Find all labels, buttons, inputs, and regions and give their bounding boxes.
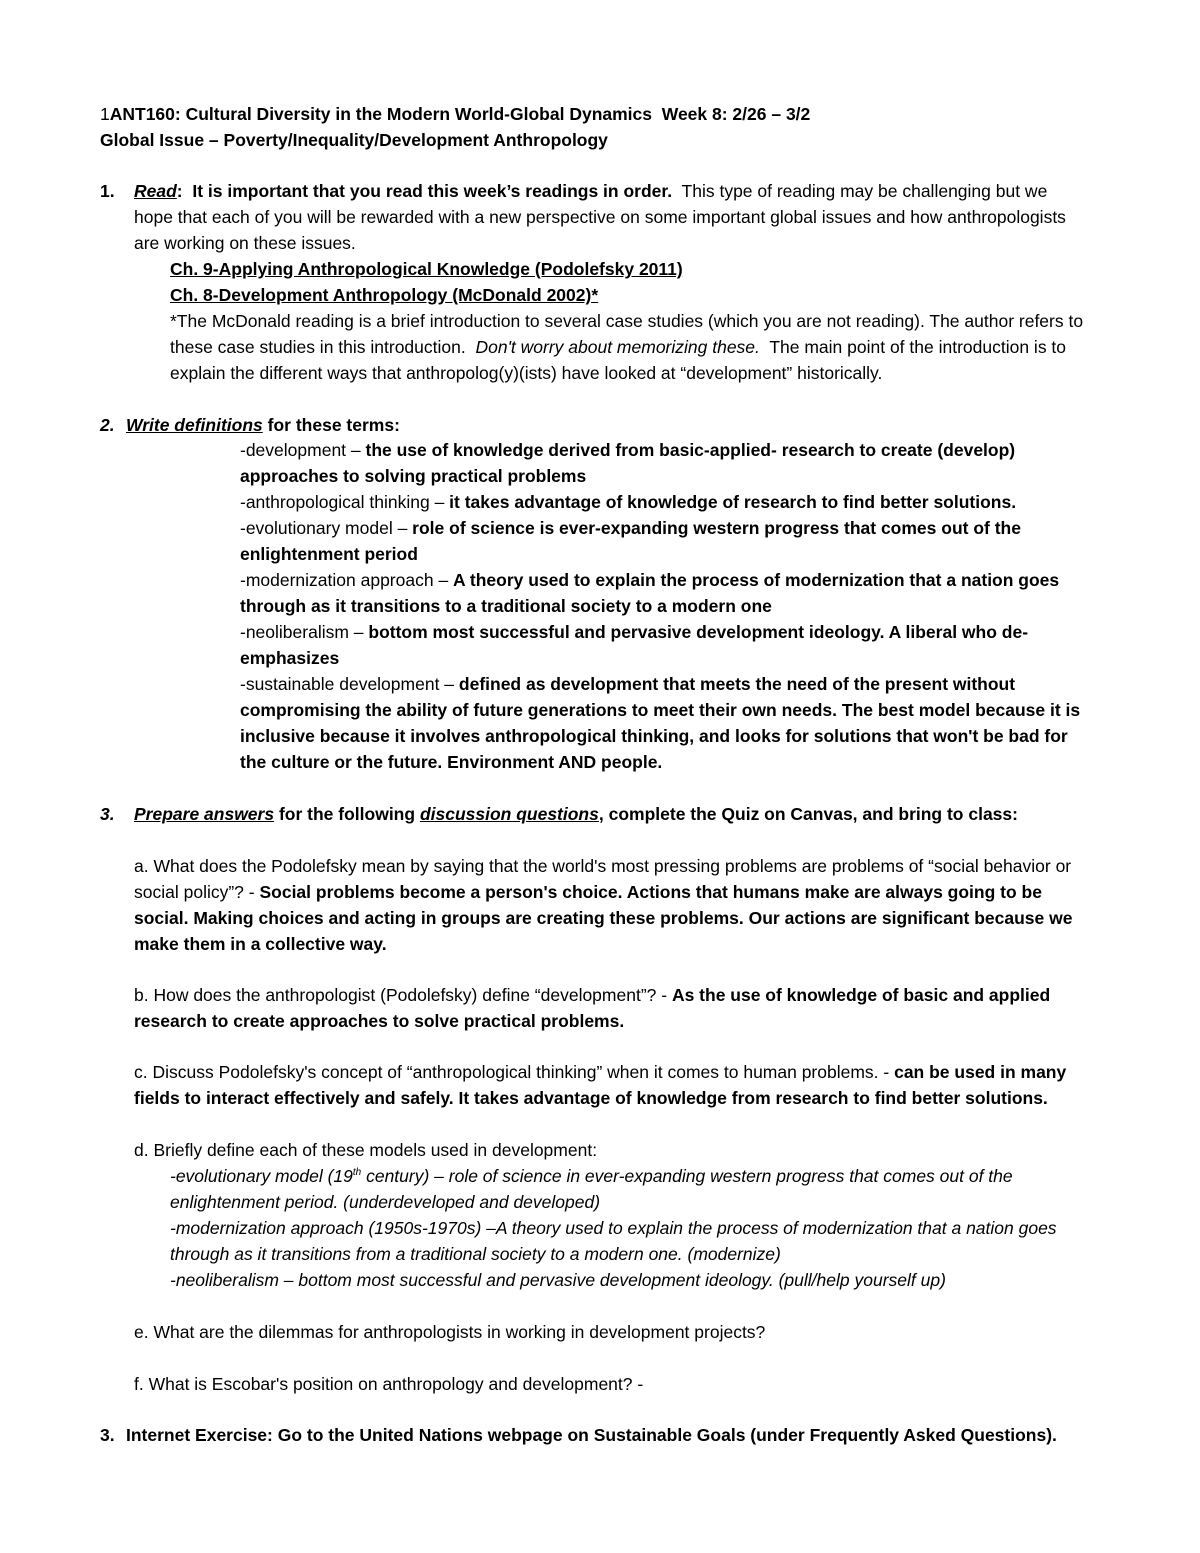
- week-label: Week 8: 2/26 – 3/2: [661, 104, 811, 124]
- answer-d-line4: through as it transitions from a traditional society to a modern one. (modernize): [170, 1244, 781, 1264]
- question-e: e. What are the dilemmas for anthropologists in working in development projects?: [134, 1322, 766, 1342]
- answer-a-line3: make them in a collective way.: [134, 934, 387, 954]
- question-b: b. How does the anthropologist (Podolefsky) define “development”? - As the use of knowledge of basic and applied: [134, 985, 1051, 1005]
- question-c: c. Discuss Podolefsky's concept of “anthropological thinking” when it comes to human problems. - can be used in many: [134, 1062, 1067, 1082]
- item2-heading: Write definitions for these terms:: [126, 415, 400, 435]
- answer-b: As the use of knowledge of basic and applied: [671, 985, 1051, 1005]
- answer-c-line2: fields to interact effectively and safely. It takes advantage of knowledge from research to find better solutions.: [134, 1088, 1048, 1108]
- item3-heading: Prepare answers for the following discussion questions, complete the Quiz on Canvas, and bring to class:: [134, 804, 1018, 824]
- reading-note-line3: explain the different ways that anthropolog(y)(ists) have looked at “development” historically.: [170, 363, 883, 383]
- item1-number: 1.: [100, 181, 115, 201]
- item3-number: 3.: [100, 804, 115, 824]
- item2-number: 2.: [100, 415, 115, 435]
- answer-a-line2: social. Making choices and acting in groups are creating these problems. Our actions are significant because we: [134, 908, 1073, 928]
- reading-note-line2: these case studies in this introduction. Don't worry about memorizing these. The main point of the introduction is to: [170, 337, 1067, 357]
- definition-sustainable-development: -sustainable development – defined as development that meets the need of the present without: [240, 674, 1016, 694]
- answer-d-line2: enlightenment period. (underdeveloped and developed): [170, 1192, 601, 1212]
- definition-evolutionary-model-cont: enlightenment period: [240, 544, 418, 564]
- item1-line2: hope that each of you will be rewarded with a new perspective on some important global issues and how anthropologists: [134, 207, 1066, 227]
- item3-label: Prepare answers: [134, 804, 275, 824]
- item1-label: Read: [134, 181, 177, 201]
- definition-modernization-cont: through as it transitions to a traditional society to a modern one: [240, 596, 772, 616]
- definition-sustainable-cont1: compromising the ability of future generations to meet their own needs. The best model because it is: [240, 700, 1081, 720]
- item1-line1: Read: It is important that you read this week’s readings in order. This type of reading may be challenging but we: [134, 181, 1048, 201]
- question-a-line2: social policy”? - Social problems become a person's choice. Actions that humans make are always going to be: [134, 882, 1042, 902]
- definition-development: -development – the use of knowledge derived from basic-applied- research to create (develop): [240, 440, 1016, 460]
- definition-evolutionary-model: -evolutionary model – role of science is ever-expanding western progress that comes out of the: [240, 518, 1021, 538]
- answer-d-line3: -modernization approach (1950s-1970s) –A theory used to explain the process of modernization that a nation goes: [170, 1218, 1057, 1238]
- answer-d-line1: -evolutionary model (19th century) – role of science in ever-expanding western progress that comes out of the: [170, 1166, 1013, 1186]
- answer-a: Social problems become a person's choice. Actions that humans make are always going to be: [259, 882, 1042, 902]
- reading-note-line1: *The McDonald reading is a brief introduction to several case studies (which you are not reading). The author refers to: [170, 311, 1084, 331]
- answer-c: can be used in many: [894, 1062, 1067, 1082]
- definition-anthropological-thinking: -anthropological thinking – it takes advantage of knowledge of research to find better solutions.: [240, 492, 1017, 512]
- internet-exercise: Internet Exercise: Go to the United Nations webpage on Sustainable Goals (under Frequently Asked Questions).: [126, 1425, 1057, 1445]
- title-footnote-number: 1: [100, 104, 110, 124]
- reading-2: Ch. 8-Development Anthropology (McDonald 2002)*: [170, 285, 599, 305]
- item1-instruction: It is important that you read this week’s readings in order.: [192, 181, 673, 201]
- definition-sustainable-cont2: inclusive because it involves anthropological thinking, and looks for solutions that won't be bad for: [240, 726, 1068, 746]
- question-a-line1: a. What does the Podolefsky mean by saying that the world's most pressing problems are problems of “social behavior or: [134, 856, 1072, 876]
- answer-d-line5: -neoliberalism – bottom most successful and pervasive development ideology. (pull/help yourself up): [170, 1270, 946, 1290]
- definition-development-cont: approaches to solving practical problems: [240, 466, 587, 486]
- definition-neoliberalism-cont: emphasizes: [240, 648, 340, 668]
- page-subtitle: Global Issue – Poverty/Inequality/Development Anthropology: [100, 130, 608, 150]
- definition-sustainable-cont3: the culture or the future. Environment AND people.: [240, 752, 663, 772]
- definition-neoliberalism: -neoliberalism – bottom most successful and pervasive development ideology. A liberal who de-: [240, 622, 1029, 642]
- course-title: ANT160: Cultural Diversity in the Modern World-Global Dynamics: [109, 104, 653, 124]
- page-title: [100, 101, 810, 127]
- question-f: f. What is Escobar's position on anthropology and development? -: [134, 1374, 644, 1394]
- item2-label: Write definitions: [126, 415, 263, 435]
- reading-1: Ch. 9-Applying Anthropological Knowledge (Podolefsky 2011): [170, 259, 683, 279]
- item1-line3: are working on these issues.: [134, 233, 356, 253]
- question-d: d. Briefly define each of these models used in development:: [134, 1140, 598, 1160]
- definition-modernization: -modernization approach – A theory used to explain the process of modernization that a nation goes: [240, 570, 1060, 590]
- answer-b-line2: research to create approaches to solve practical problems.: [134, 1011, 625, 1031]
- item4-number: 3.: [100, 1425, 115, 1445]
